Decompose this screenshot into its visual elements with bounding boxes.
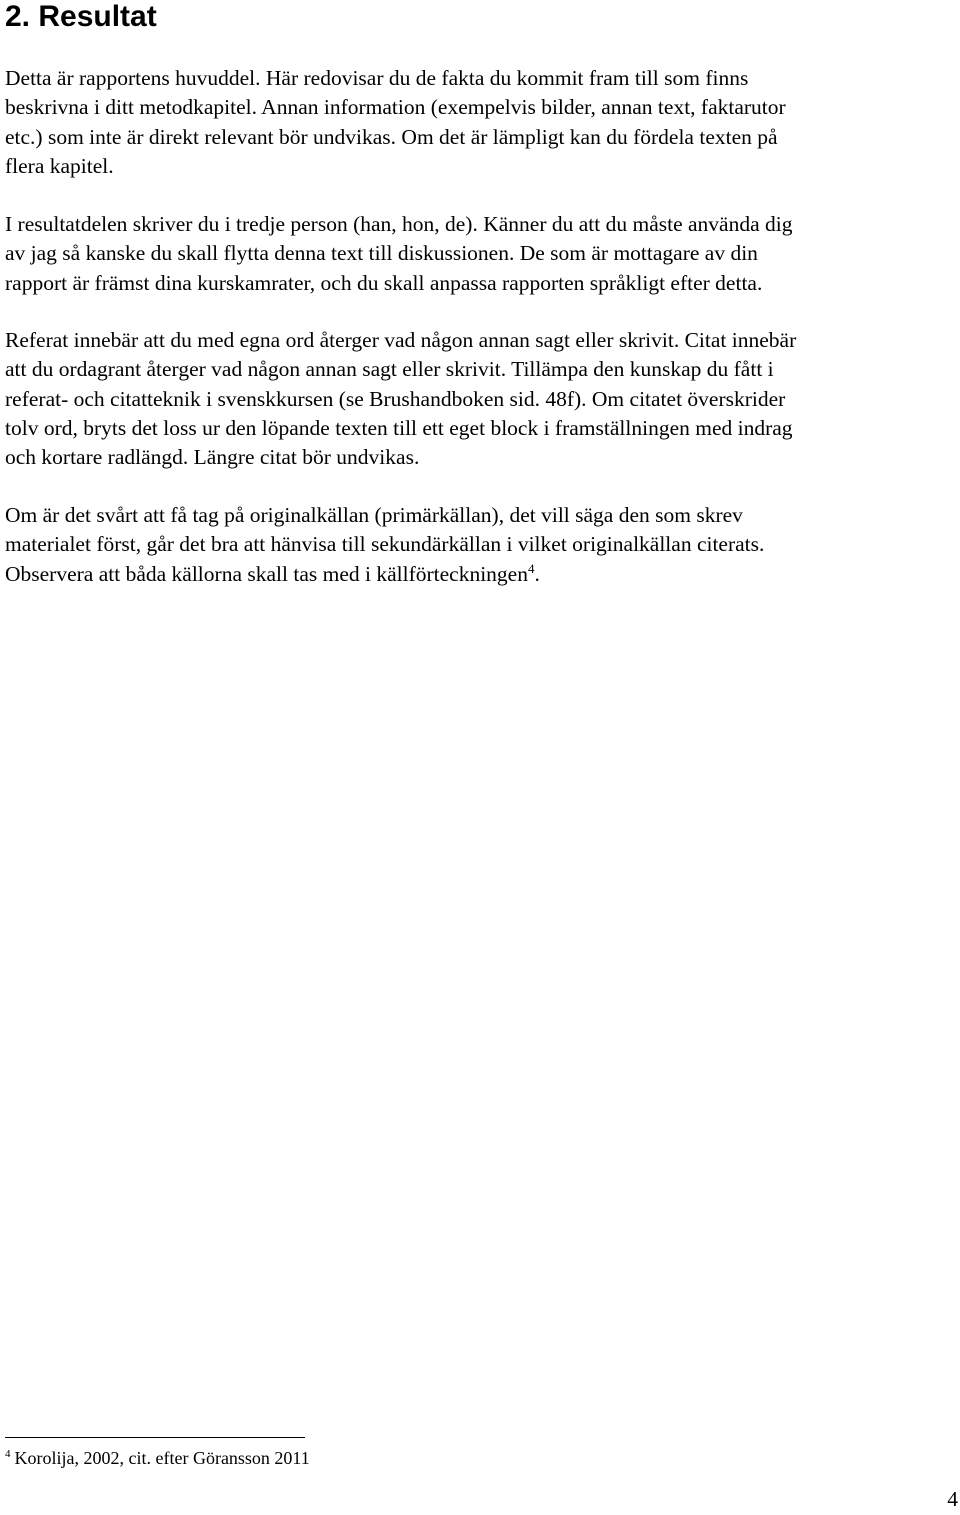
text-line: tolv ord, bryts det loss ur den löpande texten till ett eget block i framställningen med indrag [5, 415, 793, 440]
paragraph-sources [5, 501, 955, 589]
text-line: Referat innebär att du med egna ord återger vad någon annan sagt eller skrivit. Citat innebär [5, 328, 797, 352]
footnote-reference[interactable]: 4 [527, 560, 535, 576]
paragraph-person [5, 210, 955, 298]
text-line: I resultatdelen skriver du i tredje person (han, hon, de). Känner du att du måste använda dig [5, 212, 793, 236]
text-line: referat- och citatteknik i svenskkursen (se Brushandboken sid. 48f). Om citatet överskrider [5, 386, 786, 411]
text-line: och kortare radlängd. Längre citat bör undvikas. [5, 445, 420, 470]
text-line: Om är det svårt att få tag på originalkällan (primärkällan), det vill säga den som skrev [5, 503, 743, 527]
footnote-divider [5, 1437, 305, 1438]
paragraph-citation [5, 326, 955, 472]
text-line: av jag så kanske du skall flytta denna text till diskussionen. De som är mottagare av din [5, 241, 758, 266]
footnote-text: Korolija, 2002, cit. efter Göransson 2011 [14, 1448, 310, 1468]
text-line: att du ordagrant återger vad någon annan sagt eller skrivit. Tillämpa den kunskap du fått i [5, 357, 774, 382]
sentence-end: . [534, 561, 540, 586]
text-line: rapport är främst dina kurskamrater, och du skall anpassa rapporten språkligt efter detta. [5, 270, 763, 295]
text-line: Detta är rapportens huvuddel. Här redovisar du de fakta du kommit fram till som finns [5, 66, 749, 90]
section-heading: 2. Resultat [5, 0, 157, 33]
footnote-mark: 4 [5, 1448, 11, 1460]
text-line: beskrivna i ditt metodkapitel. Annan information (exempelvis bilder, annan text, faktarutor [5, 95, 786, 120]
paragraph-intro [5, 64, 955, 181]
text-line: Observera att båda källorna skall tas med i källförteckningen [5, 561, 528, 586]
page-number: 4 [947, 1487, 958, 1511]
text-line: etc.) som inte är direkt relevant bör undvikas. Om det är lämpligt kan du fördela texten på [5, 124, 778, 149]
text-line-with-footnote [5, 560, 955, 589]
footnote [5, 1446, 310, 1470]
text-line: materialet först, går det bra att hänvisa till sekundärkällan i vilket originalkällan citerats. [5, 532, 765, 557]
text-line: flera kapitel. [5, 153, 114, 178]
